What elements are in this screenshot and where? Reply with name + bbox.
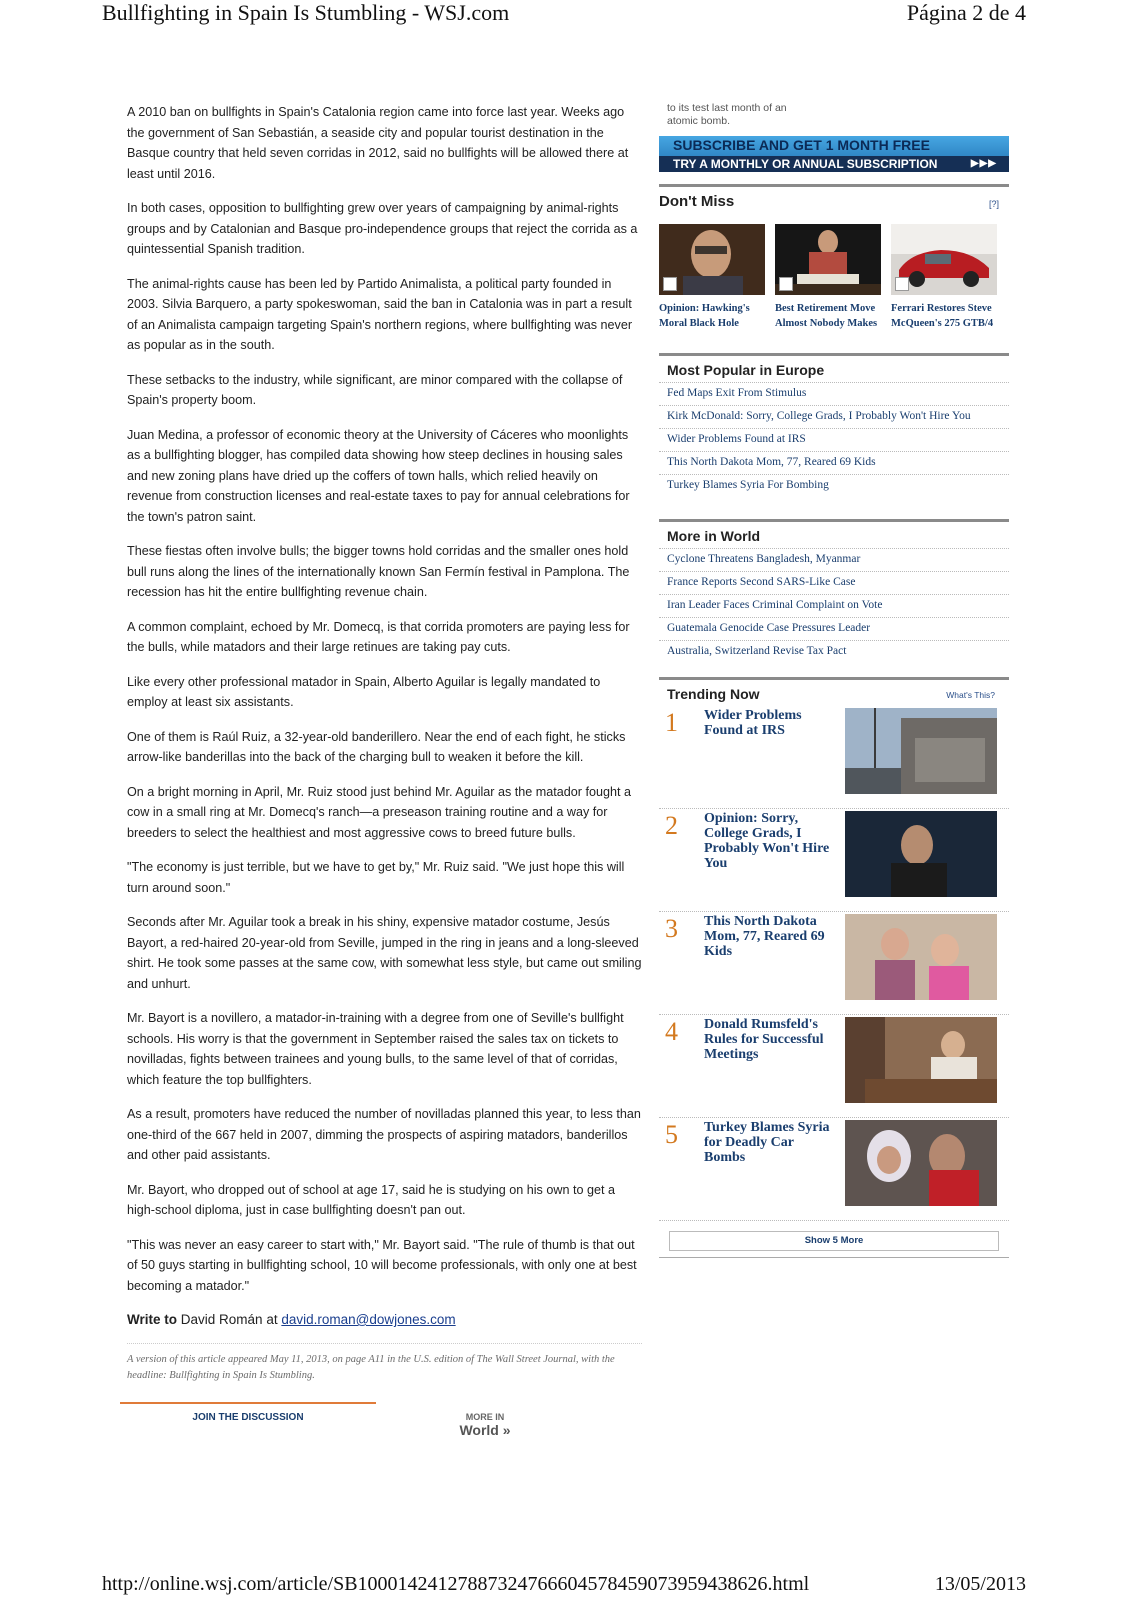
article-paragraph: The animal-rights cause has been led by Partido Animalista, a political party founded in 2003. Silvia Barquero, a party spokeswoman, said the ban in Catalonia was in part a result of an Animalista campaign targeting Spain's northern regions, where bullfighting was never as popular as in the south. xyxy=(127,276,633,352)
trending-item[interactable] xyxy=(659,1118,1009,1221)
subscribe-banner[interactable] xyxy=(659,136,1009,172)
more-in-section: World » xyxy=(459,1421,511,1438)
help-link[interactable]: [?] xyxy=(988,199,999,209)
list-item[interactable]: Iran Leader Faces Criminal Complaint on Vote xyxy=(659,594,1009,617)
write-to-label: Write to xyxy=(127,1312,177,1327)
checkbox-icon xyxy=(663,277,677,291)
author-name: David Román xyxy=(180,1312,263,1327)
trending-item[interactable] xyxy=(659,912,1009,1015)
article-paragraph: Mr. Bayort is a novillero, a matador-in-training with a degree from one of Seville's bullfight schools. His worry is that the government in September raised the sales tax on tickets to novilladas, fights between trainees and young bulls, to the same level of that of corridas, which feature the top bullfighters. xyxy=(127,1011,624,1087)
join-discussion-button[interactable]: JOIN THE DISCUSSION xyxy=(120,1402,376,1423)
article-paragraph: Seconds after Mr. Aguilar took a break in his shiny, expensive matador costume, Jesús Bayort, a red-haired 20-year-old from Seville, jumped in the ring in jeans and a long-sleeved shirt. He took some passes at the same cow, with somewhat less style, but came out smiling and unhurt. xyxy=(127,915,642,991)
article-paragraph: A common complaint, echoed by Mr. Domecq, is that corrida promoters are paying less for the bulls, while matadors and their large retinues are taking pay cuts. xyxy=(127,619,630,654)
more-in-world-link[interactable] xyxy=(427,1412,543,1438)
retirement-photo[interactable] xyxy=(775,224,881,295)
trending-now-box xyxy=(659,677,1009,1258)
dont-miss-grid xyxy=(659,224,1009,331)
dont-miss-caption: Opinion: Hawking's Moral Black Hole xyxy=(659,303,750,329)
trending-item[interactable] xyxy=(659,1015,1009,1118)
trending-headline[interactable]: Donald Rumsfeld's Rules for Successful Meetings xyxy=(704,1017,824,1062)
trending-rank: 5 xyxy=(665,1120,678,1149)
trending-headline[interactable]: Wider Problems Found at IRS xyxy=(704,708,802,738)
list-item[interactable]: This North Dakota Mom, 77, Reared 69 Kids xyxy=(659,451,1009,474)
dont-miss-caption: Ferrari Restores Steve McQueen's 275 GTB/4 xyxy=(891,303,994,329)
print-header xyxy=(0,0,1130,34)
sidebar-divider xyxy=(659,1257,1009,1258)
dont-miss-item[interactable] xyxy=(775,224,881,331)
print-page-title: Bullfighting in Spain Is Stumbling - WSJ.com xyxy=(102,0,510,25)
article-paragraph: As a result, promoters have reduced the number of novilladas planned this year, to less than one-third of the 667 held in 2007, dimming the prospects of aspiring matadors, banderillos and other paid assistants. xyxy=(127,1107,641,1162)
write-to-author xyxy=(127,1310,642,1331)
trending-rank: 4 xyxy=(665,1017,678,1046)
dont-miss-title: Don't Miss xyxy=(659,193,735,210)
print-footer xyxy=(0,1573,1130,1600)
article-paragraph: Mr. Bayort, who dropped out of school at age 17, said he is studying on his own to get a high-school diploma, just in case bullfighting doesn't pan out. xyxy=(127,1182,615,1217)
most-popular-title: Most Popular in Europe xyxy=(667,362,825,378)
sidebar xyxy=(659,102,1009,1258)
hawking-photo[interactable] xyxy=(659,224,765,295)
list-item[interactable]: Fed Maps Exit From Stimulus xyxy=(659,382,1009,405)
list-item[interactable]: Wider Problems Found at IRS xyxy=(659,428,1009,451)
trending-item[interactable] xyxy=(659,706,1009,809)
more-in-world-title: More in World xyxy=(667,528,761,544)
dont-miss-item[interactable] xyxy=(891,224,997,331)
article-paragraph: A 2010 ban on bullfights in Spain's Catalonia region came into force last year. Weeks ago the government of San Sebastián, a seaside city and popular tourist destination in the Basque country that held seven corridas in 2012, said no bullfights will be allowed there at least until 2016. xyxy=(127,105,629,181)
print-date: 13/05/2013 xyxy=(934,1573,1026,1595)
dont-miss-caption: Best Retirement Move Almost Nobody Makes xyxy=(775,303,878,329)
list-item[interactable]: Kirk McDonald: Sorry, College Grads, I Probably Won't Hire You xyxy=(659,405,1009,428)
print-url: http://online.wsj.com/article/SB10001424127887324766604578459073959438626.html xyxy=(102,1573,810,1595)
article-paragraph: On a bright morning in April, Mr. Ruiz stood just behind Mr. Aguilar as the matador fought a cow in a small ring at Mr. Domecq's ranch—a preseason training routine and a way for breeders to select the healthiest and most aggressive cows to breed future bulls. xyxy=(127,784,632,840)
list-item[interactable]: France Reports Second SARS-Like Case xyxy=(659,571,1009,594)
ferrari-photo[interactable] xyxy=(891,224,997,295)
dont-miss-item[interactable] xyxy=(659,224,765,331)
discussion-row xyxy=(127,1402,642,1452)
trending-headline[interactable]: This North Dakota Mom, 77, Reared 69 Kids xyxy=(704,914,825,959)
arrow-right-icon: ▶▶▶ xyxy=(970,158,997,169)
article-paragraph: These setbacks to the industry, while significant, are minor compared with the collapse of Spain's property boom. xyxy=(127,372,623,407)
article-body xyxy=(127,102,642,1452)
article-paragraph: Juan Medina, a professor of economic theory at the University of Cáceres who moonlights as a bullfighting blogger, has compiled data showing how steep declines in housing sales and new zoning plans have dried up the coffers of town halls, which relied heavily on revenue from construction licenses and real-estate taxes to pay for annual celebrations for the town's patron saint. xyxy=(127,427,630,524)
show-more-button[interactable]: Show 5 More xyxy=(669,1231,999,1251)
most-popular-list xyxy=(659,382,1009,497)
version-note: A version of this article appeared May 11, 2013, on page A11 in the U.S. edition of The Wall Street Journal, with the headline: Bullfighting in Spain Is Stumbling. xyxy=(127,1343,642,1384)
at-label: at xyxy=(266,1312,278,1327)
article-paragraph: One of them is Raúl Ruiz, a 32-year-old banderillero. Near the end of each fight, he sticks arrow-like banderillas into the back of the charging bull to weaken it before the kill. xyxy=(127,729,626,764)
most-popular-box xyxy=(659,353,1009,497)
trending-rank: 1 xyxy=(665,708,678,737)
turkey-bombing-photo[interactable] xyxy=(845,1120,997,1206)
list-item[interactable]: Australia, Switzerland Revise Tax Pact xyxy=(659,640,1009,663)
list-item[interactable]: Cyclone Threatens Bangladesh, Myanmar xyxy=(659,548,1009,571)
graduate-photo[interactable] xyxy=(845,811,997,897)
family-photo[interactable] xyxy=(845,914,997,1000)
meeting-photo[interactable] xyxy=(845,1017,997,1103)
trending-title: Trending Now xyxy=(667,686,760,702)
article-paragraph: These fiestas often involve bulls; the bigger towns hold corridas and the smaller ones hold bull runs along the lines of the internationally known San Fermín festival in Pamplona. The recession has hit the entire bullfighting revenue chain. xyxy=(127,544,630,599)
print-page-number: Página 2 de 4 xyxy=(906,0,1026,25)
article-paragraph: Like every other professional matador in Spain, Alberto Aguilar is legally mandated to employ at least six assistants. xyxy=(127,674,601,709)
subscribe-headline: SUBSCRIBE AND GET 1 MONTH FREE xyxy=(673,137,930,153)
more-in-label: MORE IN xyxy=(465,1411,505,1422)
previous-item-text: to its test last month of an atomic bomb. xyxy=(667,102,787,127)
subscribe-subline-text: TRY A MONTHLY OR ANNUAL SUBSCRIPTION xyxy=(673,157,938,171)
more-in-world-box xyxy=(659,519,1009,663)
trending-rank: 3 xyxy=(665,914,678,943)
whats-this-link[interactable]: What's This? xyxy=(946,690,995,700)
article-paragraph: In both cases, opposition to bullfighting grew over years of campaigning by animal-rights groups and by Catalonian and Basque pro-independence groups that reject the corrida as a quintessential Spanish tradition. xyxy=(127,201,638,256)
trending-rank: 2 xyxy=(665,811,678,840)
article-paragraph: "This was never an easy career to start with," Mr. Bayort said. "The rule of thumb is that out of 50 guys starting in bullfighting school, 10 will become professionals, with only one at best becoming a matador." xyxy=(127,1237,637,1293)
article-paragraph: "The economy is just terrible, but we have to get by," Mr. Ruiz said. "We just hope this will turn around soon." xyxy=(127,860,625,895)
trending-item[interactable] xyxy=(659,809,1009,912)
trending-headline[interactable]: Opinion: Sorry, College Grads, I Probably Won't Hire You xyxy=(704,811,830,871)
checkbox-icon xyxy=(779,277,793,291)
more-in-world-list xyxy=(659,548,1009,663)
subscribe-subline xyxy=(659,156,1009,172)
checkbox-icon xyxy=(895,277,909,291)
list-item[interactable]: Guatemala Genocide Case Pressures Leader xyxy=(659,617,1009,640)
trending-headline[interactable]: Turkey Blames Syria for Deadly Car Bombs xyxy=(704,1120,830,1165)
irs-building-photo[interactable] xyxy=(845,708,997,794)
list-item[interactable]: Turkey Blames Syria For Bombing xyxy=(659,474,1009,497)
dont-miss-header xyxy=(659,184,1009,214)
author-email-link[interactable]: david.roman@dowjones.com xyxy=(281,1312,456,1327)
